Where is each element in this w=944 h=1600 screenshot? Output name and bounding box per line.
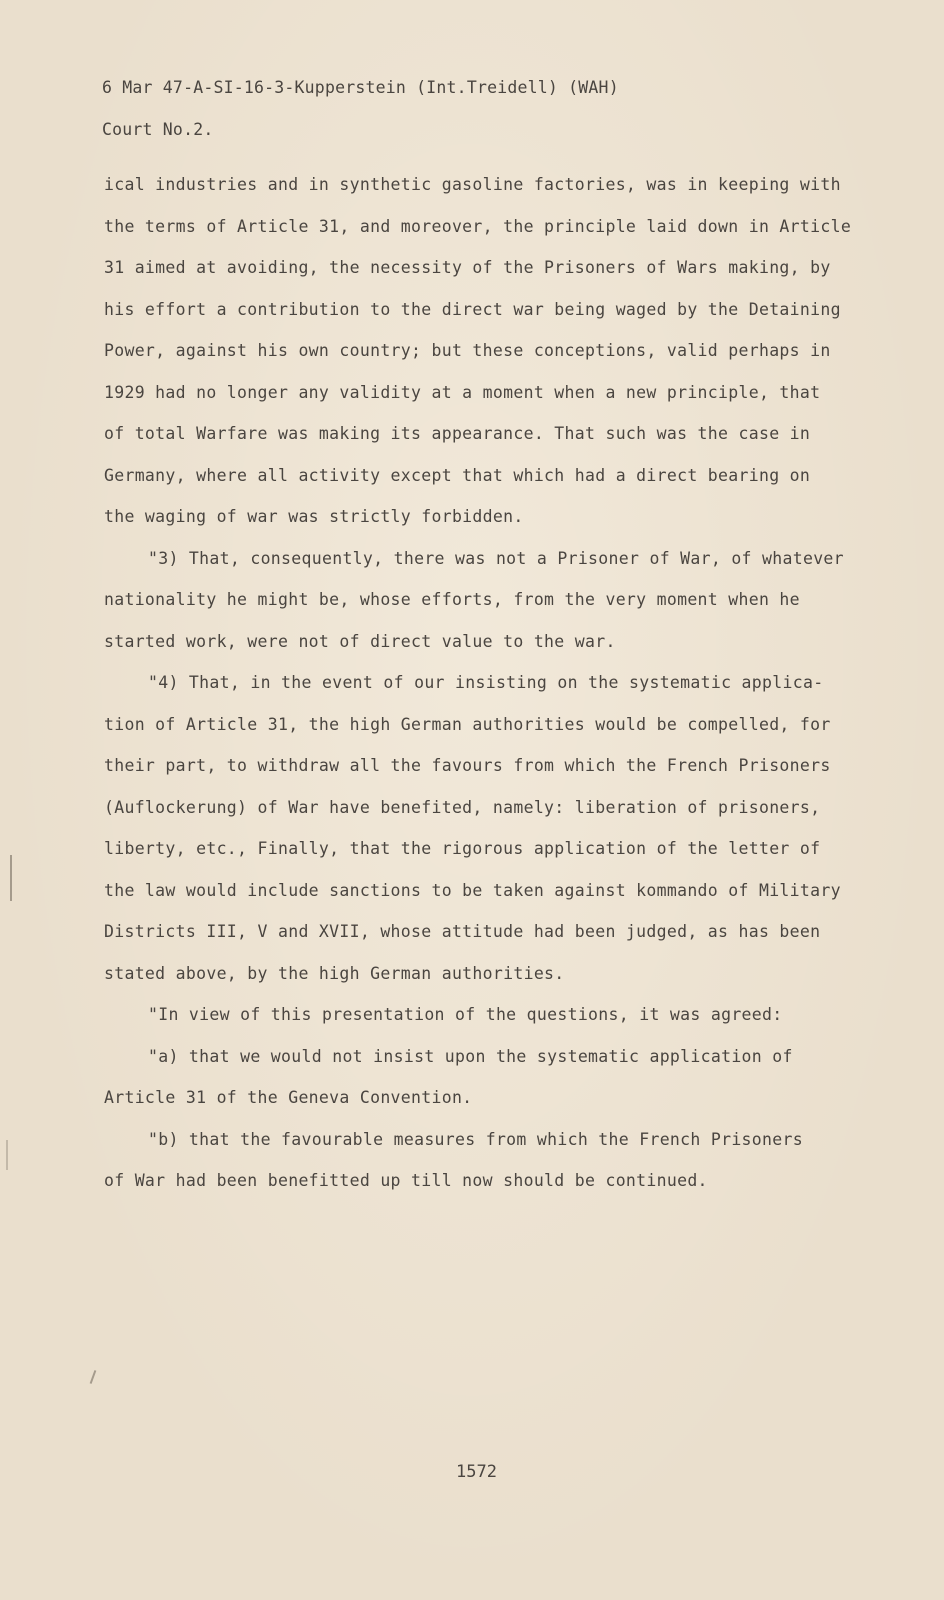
court-number: Court No.2. — [102, 120, 214, 139]
text-line: tion of Article 31, the high German authorities would be compelled, for — [104, 714, 831, 734]
text-line: (Auflockerung) of War have benefited, namely: liberation of prisoners, — [104, 797, 821, 817]
text-line: the law would include sanctions to be taken against kommando of Military — [104, 880, 841, 900]
text-line: 31 aimed at avoiding, the necessity of the Prisoners of Wars making, by — [104, 258, 831, 277]
text-line: nationality he might be, whose efforts, from the very moment when he — [104, 590, 800, 609]
text-line: his effort a contribution to the direct war being waged by the Detaining — [104, 299, 841, 319]
case-reference: 6 Mar 47-A-SI-16-3-Kupperstein (Int.Treidell) (WAH) — [102, 78, 619, 97]
paper-mark — [90, 1370, 97, 1384]
text-line: "a) that we would not insist upon the systematic application of — [148, 1046, 793, 1066]
text-line: 1929 had no longer any validity at a moment when a new principle, that — [104, 382, 821, 402]
text-line: Article 31 of the Geneva Convention. — [104, 1088, 473, 1107]
text-line: their part, to withdraw all the favours from which the French Prisoners — [104, 756, 831, 775]
text-line: liberty, etc., Finally, that the rigorous application of the letter of — [104, 839, 821, 858]
text-line: the waging of war was strictly forbidden. — [104, 507, 524, 526]
text-line: Power, against his own country; but these conceptions, valid perhaps in — [104, 341, 831, 360]
text-line: stated above, by the high German authorities. — [104, 963, 565, 983]
text-line: Districts III, V and XVII, whose attitude had been judged, as has been — [104, 922, 821, 941]
text-line: of War had been benefitted up till now should be continued. — [104, 1171, 708, 1190]
paper-mark — [6, 1140, 8, 1170]
text-line: the terms of Article 31, and moreover, the principle laid down in Article — [104, 216, 852, 236]
page-number: 1572 — [456, 1462, 497, 1482]
body-text — [104, 170, 852, 1208]
text-line: of total Warfare was making its appearance. That such was the case in — [104, 424, 811, 443]
text-line: ical industries and in synthetic gasoline factories, was in keeping with — [104, 175, 841, 194]
text-line: started work, were not of direct value to the war. — [104, 631, 616, 651]
text-line: Germany, where all activity except that which had a direct bearing on — [104, 465, 811, 485]
text-line: "4) That, in the event of our insisting on the systematic applica- — [148, 673, 824, 692]
paper-mark — [10, 855, 12, 901]
text-line: "b) that the favourable measures from which the French Prisoners — [148, 1129, 803, 1149]
text-line: "3) That, consequently, there was not a Prisoner of War, of whatever — [148, 548, 844, 568]
text-line: "In view of this presentation of the questions, it was agreed: — [148, 1005, 783, 1024]
